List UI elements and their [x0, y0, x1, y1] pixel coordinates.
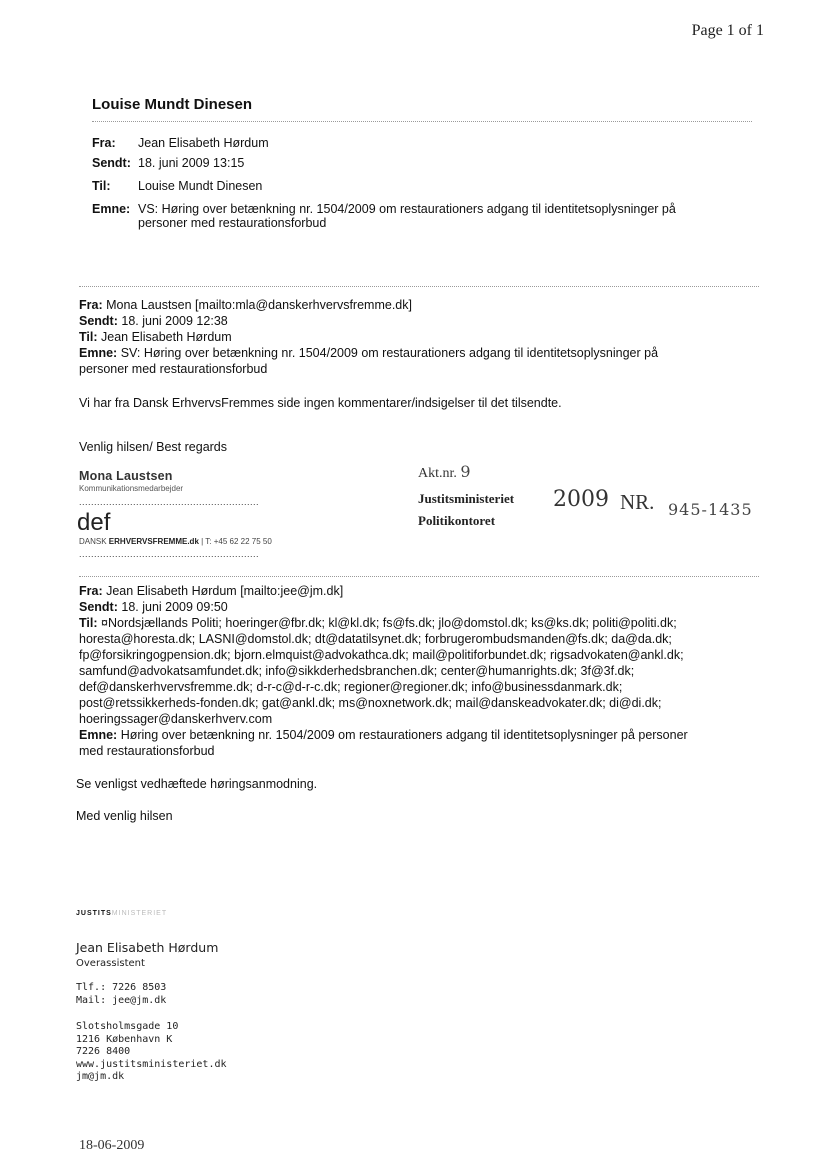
email2-to-line: samfund@advokatsamfundet.dk; info@sikkderhedsbranchen.dk; center@humanrights.dk; 3f@3f.dk;: [79, 664, 635, 678]
subject-line-1: VS: Høring over betænkning nr. 1504/2009 om restaurationers adgang til identitetsoplysninger på: [138, 202, 676, 216]
stamp-nr-label: NR.: [620, 490, 655, 514]
email2-body: Se venligst vedhæftede høringsanmodning.: [76, 777, 318, 791]
email2-greeting: Med venlig hilsen: [76, 809, 173, 823]
footer-date: 18-06-2009: [79, 1138, 145, 1153]
signature-name: Mona Laustsen: [79, 469, 173, 483]
stamp-nr-value: 945-1435: [668, 500, 753, 519]
email2-to-line: fp@forsikringogpension.dk; bjorn.elmquist@advokathca.dk; mail@politiforbundet.dk; rigsadvokaten@ankl.dk;: [79, 648, 684, 662]
email2-header: [79, 583, 769, 759]
subject-label: Emne:: [92, 202, 131, 216]
email2-sent: 18. juni 2009 09:50: [121, 600, 228, 614]
def-logo: def: [77, 509, 111, 536]
email1-subject-1: SV: Høring over betænkning nr. 1504/2009 om restaurationers adgang til identitetsoplysninger på: [120, 346, 659, 360]
email2-to-line: hoeringssager@danskerhverv.com: [79, 712, 273, 726]
stamp-office: Politikontoret: [418, 513, 496, 528]
signature-title: Kommunikationsmedarbejder: [79, 484, 184, 493]
email1-to: Jean Elisabeth Hørdum: [101, 330, 232, 344]
logo-bold-text: JUSTITS: [76, 910, 112, 917]
subject-line-2: personer med restaurationsforbud: [138, 216, 327, 230]
email2-to-line: ¤Nordsjællands Politi; hoeringer@fbr.dk; kl@kl.dk; fs@fs.dk; jlo@domstol.dk; ks@ks.dk; politi@politi.dk;: [101, 616, 677, 630]
sent-value: 18. juni 2009 13:15: [138, 156, 245, 170]
stamp-akt-label: Akt.nr.: [418, 466, 457, 481]
header-divider: [92, 121, 752, 122]
justitsministeriet-logo: [76, 910, 167, 917]
jm-address-line: 1216 København K: [76, 1033, 173, 1045]
email1-greeting: Venlig hilsen/ Best regards: [79, 440, 228, 454]
email1-header: [79, 297, 769, 377]
email1-to-label: Til:: [79, 330, 98, 344]
email1-from: Mona Laustsen [mailto:mla@danskerhvervsfremme.dk]: [106, 298, 412, 312]
stamp-year: 2009: [553, 487, 609, 512]
email1-sent-label: Sendt:: [79, 314, 118, 328]
email2-from-label: Fra:: [79, 584, 103, 598]
jm-signature-title: Overassistent: [76, 958, 145, 969]
email1-subject-2: personer med restaurationsforbud: [79, 362, 268, 376]
from-value: Jean Elisabeth Hørdum: [138, 136, 269, 150]
email2-subject-1: Høring over betænkning nr. 1504/2009 om restaurationers adgang til identitetsoplysninger på personer: [120, 728, 688, 742]
stamp-akt: [418, 462, 471, 482]
to-value: Louise Mundt Dinesen: [138, 179, 263, 193]
email1-body: Vi har fra Dansk ErhvervsFremmes side ingen kommentarer/indsigelser til det tilsendte.: [79, 396, 562, 410]
to-label: Til:: [92, 179, 111, 193]
logo-faded-text: MINISTERIET: [111, 910, 168, 917]
jm-phone: Tlf.: 7226 8503: [76, 982, 167, 993]
email1-divider: [79, 286, 759, 287]
email2-from: Jean Elisabeth Hørdum [mailto:jee@jm.dk]: [106, 584, 344, 598]
email2-to-line: horesta@horesta.dk; LASNI@domstol.dk; dt@datatilsynet.dk; forbrugerombudsmanden@fs.dk; da@da.dk;: [79, 632, 672, 646]
stamp-ministry: Justitsministeriet: [418, 491, 515, 506]
email1-subject-label: Emne:: [79, 346, 118, 360]
jm-mail: Mail: jee@jm.dk: [76, 994, 167, 1006]
email2-sent-label: Sendt:: [79, 600, 118, 614]
jm-address-line: 7226 8400: [76, 1046, 131, 1057]
jm-address-line: www.justitsministeriet.dk: [76, 1058, 227, 1070]
company-prefix: DANSK: [79, 537, 107, 546]
company-phone: | T: +45 62 22 75 50: [201, 537, 272, 546]
signature-dots-bottom: ............................................................: [79, 549, 260, 559]
email2-subject-label: Emne:: [79, 728, 118, 742]
page-number: Page 1 of 1: [691, 22, 764, 39]
sent-label: Sendt:: [92, 156, 131, 170]
mailbox-owner-name: Louise Mundt Dinesen: [92, 96, 253, 113]
email2-to-line: post@retssikkerheds-fonden.dk; gat@ankl.dk; ms@noxnetwork.dk; mail@danskeadvokater.dk; di@di.dk;: [79, 696, 662, 710]
email2-to-line: def@danskerhvervsfremme.dk; d-r-c@d-r-c.dk; regioner@regioner.dk; info@businessdanmark.dk;: [79, 680, 623, 694]
email2-divider: [79, 576, 759, 577]
stamp-akt-value: 9: [460, 462, 471, 481]
jm-address-line: jm@jm.dk: [76, 1071, 125, 1082]
company-domain: ERHVERVSFREMME.dk: [108, 537, 199, 546]
email1-sent: 18. juni 2009 12:38: [121, 314, 228, 328]
jm-address-line: Slotsholmsgade 10: [76, 1021, 179, 1032]
jm-address: [76, 1021, 227, 1084]
signature-dots-top: ............................................................: [79, 497, 260, 507]
jm-signature-name: Jean Elisabeth Hørdum: [76, 940, 219, 955]
email1-from-label: Fra:: [79, 298, 103, 312]
company-line: [79, 537, 272, 546]
email2-to-label: Til:: [79, 616, 98, 630]
from-label: Fra:: [92, 136, 116, 150]
email2-subject-2: med restaurationsforbud: [79, 744, 215, 758]
jm-contact: [76, 982, 166, 1007]
